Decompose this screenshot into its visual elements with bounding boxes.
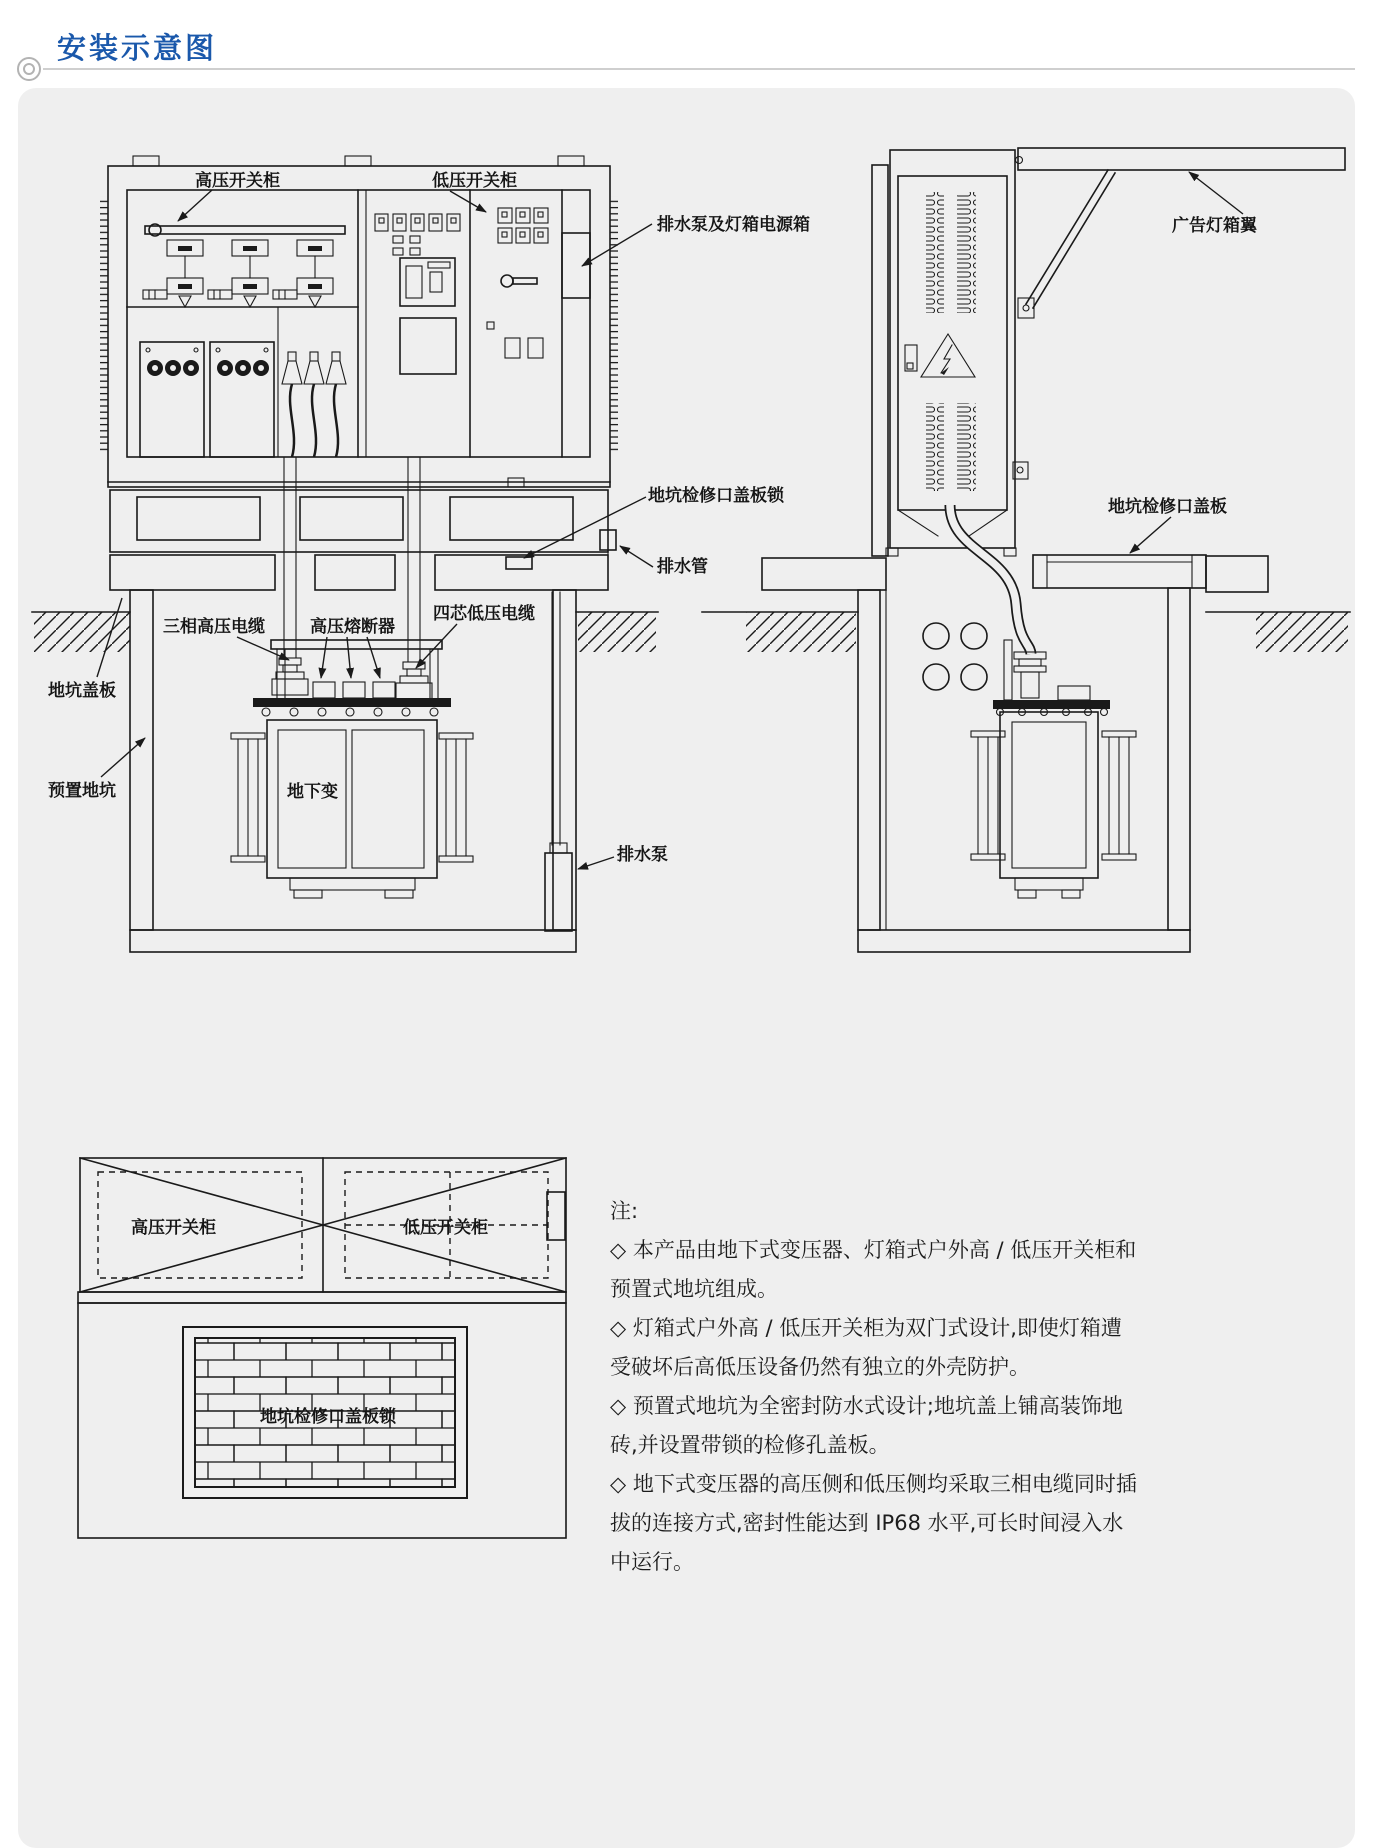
side-slab-left [762, 558, 886, 590]
plan-view-diagram [78, 1158, 566, 1538]
lv-cable-termination [396, 662, 432, 699]
leader-lines [97, 172, 1243, 869]
drain-pump [545, 592, 572, 931]
side-ground-left [702, 612, 858, 652]
side-view-diagram [702, 148, 1350, 952]
door-handle-icon [501, 275, 537, 287]
label-preset-pit: 预置地坑 [48, 781, 116, 801]
label-hv-fuse: 高压熔断器 [310, 617, 395, 637]
leader-hv-fuse-3 [367, 637, 380, 678]
note-item: ◇ 地下式变压器的高压侧和低压侧均采取三相电缆同时插拔的连接方式,密封性能达到 IP68 水平,可长时间浸入水中运行。 [610, 1472, 1137, 1574]
label-lv-cabinet: 低压开关柜 [432, 171, 517, 191]
front-louver-band [110, 478, 608, 552]
side-ground-right [1206, 612, 1350, 652]
label-lv-cable: 四芯低压电缆 [433, 604, 535, 624]
label-hv-cable: 三相高压电缆 [163, 617, 265, 637]
label-drain-pipe: 排水管 [657, 557, 708, 577]
note-item: ◇ 灯箱式户外高 / 低压开关柜为双门式设计,即使灯箱遭受破坏后高低压设备仍然有独立的外壳防护。 [610, 1316, 1122, 1379]
leader-drain-pump [578, 857, 614, 869]
preset-pit-structure [130, 590, 576, 952]
leader-drain-pipe [620, 546, 653, 567]
leader-lv-cabinet [450, 191, 486, 212]
label-plan-lv-cabinet: 低压开关柜 [403, 1218, 488, 1238]
fuse-1 [313, 682, 335, 698]
pit-access-cover-plate [1033, 555, 1268, 592]
leader-hv-cabinet [178, 190, 212, 221]
ground-hatch-right [576, 612, 658, 652]
side-transformer [971, 640, 1136, 898]
front-view-diagram [32, 156, 658, 952]
note-item: ◇ 预置式地坑为全密封防水式设计;地坑盖上铺高装饰地砖,并设置带锁的检修孔盖板。 [610, 1394, 1123, 1457]
notes [610, 1192, 1138, 1582]
fuse-2 [343, 682, 365, 698]
label-plan-hv-cabinet: 高压开关柜 [131, 1218, 216, 1238]
lv-door-grid [498, 208, 548, 243]
label-pit-access-cover: 地坑检修口盖板 [1108, 497, 1227, 517]
leader-lv-cable [416, 624, 457, 668]
leader-pit-access-cover [1130, 517, 1171, 553]
pit-cover-slab [110, 555, 608, 590]
lv-switchgear-section [375, 208, 590, 374]
label-pump-power-box: 排水泵及灯箱电源箱 [657, 215, 810, 235]
label-pit-cover: 地坑盖板 [48, 681, 116, 701]
leader-pit-access-lock [524, 497, 646, 558]
label-drain-pump: 排水泵 [617, 845, 668, 865]
notes-heading: 注: [610, 1199, 639, 1223]
page-title: 安装示意图 [57, 31, 218, 65]
label-plan-pit-access-lock: 地坑检修口盖板锁 [260, 1407, 396, 1427]
warning-triangle-icon [921, 334, 975, 377]
leader-hv-fuse-1 [321, 637, 327, 678]
cover-lock-shape [506, 557, 532, 569]
breaker-row [375, 214, 460, 231]
label-pit-access-lock: 地坑检修口盖板锁 [648, 486, 784, 506]
label-ad-wing: 广告灯箱翼 [1172, 216, 1257, 236]
leader-hv-fuse-2 [347, 637, 351, 678]
note-item: ◇ 本产品由地下式变压器、灯箱式户外高 / 低压开关柜和预置式地坑组成。 [610, 1238, 1137, 1301]
leader-preset-pit [101, 738, 145, 777]
side-cabinet [872, 150, 1028, 556]
pump-power-box-shape [562, 233, 590, 298]
label-transformer: 地下变 [287, 782, 338, 802]
plan-handle-shape [547, 1192, 565, 1240]
label-hv-cabinet: 高压开关柜 [195, 171, 280, 191]
fuse-3 [373, 682, 395, 698]
underground-transformer [231, 698, 473, 898]
leader-ad-wing [1189, 172, 1243, 214]
hv-switchgear-section [127, 224, 358, 457]
front-cabinet [100, 156, 618, 487]
